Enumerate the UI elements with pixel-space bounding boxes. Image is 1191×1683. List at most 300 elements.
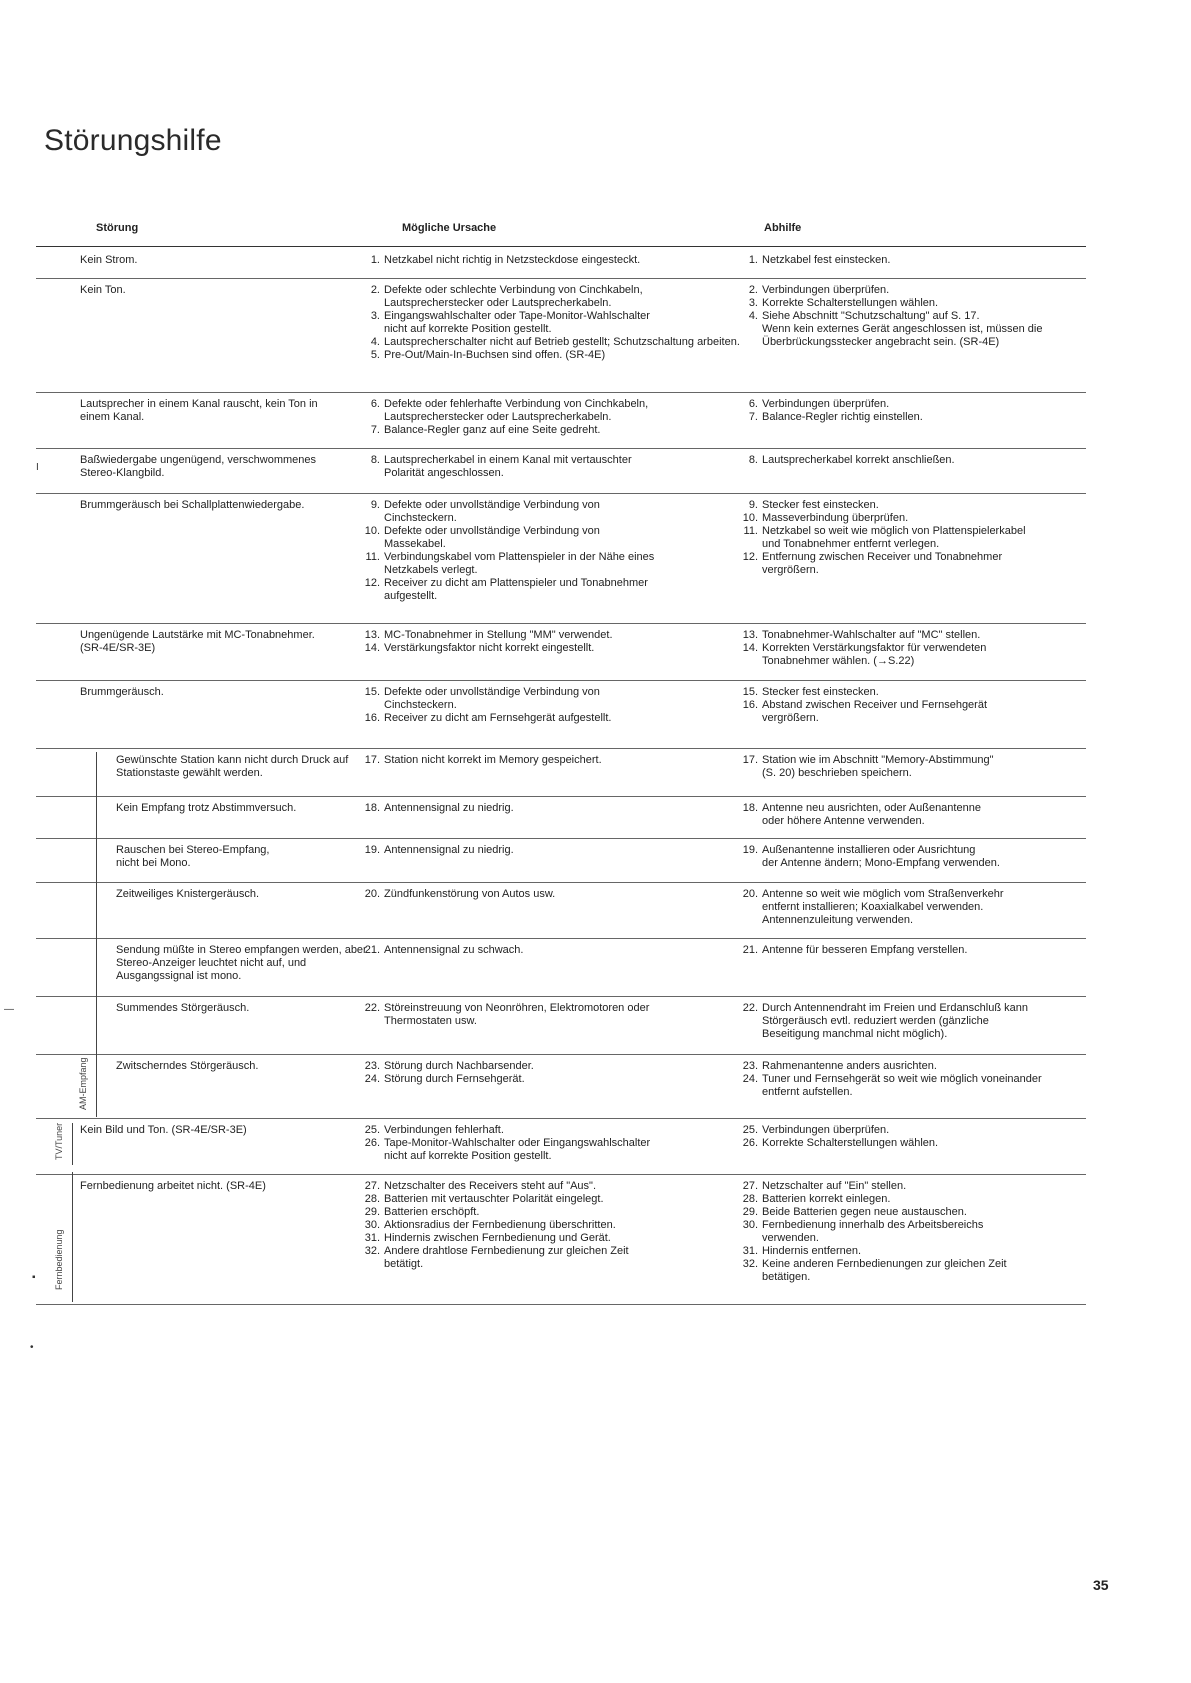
remedy-cell — [736, 499, 1081, 577]
remedy-number: 24. — [742, 1073, 758, 1085]
remedy-cell — [736, 1124, 1081, 1150]
cause-line — [358, 1180, 728, 1193]
cause-cell — [358, 254, 728, 267]
problem-text: Kein Strom. — [80, 254, 138, 266]
problem-text: Kein Empfang trotz Abstimmversuch. — [116, 802, 297, 814]
remedy-cell — [736, 1060, 1081, 1099]
cause-number: 8. — [370, 454, 380, 466]
cause-number: 1. — [370, 254, 380, 266]
cause-line — [358, 1206, 728, 1219]
remedy-number: 23. — [742, 1060, 758, 1072]
remedy-line — [736, 1193, 1081, 1206]
cause-text: Netzschalter des Receivers steht auf "Aus". — [384, 1180, 597, 1192]
remedy-line — [736, 1206, 1081, 1219]
tv-group-bracket — [72, 1123, 73, 1165]
cause-line — [358, 284, 728, 297]
cause-cell — [358, 398, 728, 437]
remedy-number: 18. — [742, 802, 758, 814]
cause-line — [358, 802, 728, 815]
remedy-text: Netzschalter auf "Ein" stellen. — [762, 1180, 907, 1192]
cause-text: nicht auf korrekte Position gestellt. — [384, 1150, 552, 1162]
cause-number: 12. — [364, 577, 380, 589]
cause-line — [358, 411, 728, 424]
cause-cell — [358, 454, 728, 480]
remedy-text: Netzkabel so weit wie möglich von Plattenspielerkabel — [762, 525, 1026, 537]
margin-mark: ▪ — [32, 1272, 36, 1283]
cause-number: 4. — [370, 336, 380, 348]
cause-text: Störung durch Nachbarsender. — [384, 1060, 534, 1072]
remedy-text: Lautsprecherkabel korrekt anschließen. — [762, 454, 955, 466]
cause-line — [358, 1124, 728, 1137]
cause-cell — [358, 944, 728, 957]
problem-text: Lautsprecher in einem Kanal rauscht, kein Ton in — [80, 398, 318, 410]
cause-line — [358, 323, 728, 336]
remedy-cell — [736, 844, 1081, 870]
cause-cell — [358, 754, 728, 767]
remedy-text: Überbrückungsstecker angebracht sein. (SR-4E) — [762, 336, 1000, 348]
remedy-line — [736, 888, 1081, 901]
remedy-text: (S. 20) beschrieben speichern. — [762, 767, 912, 779]
cause-text: Pre-Out/Main-In-Buchsen sind offen. (SR-4E) — [384, 349, 606, 361]
problem-text: Rauschen bei Stereo-Empfang, — [116, 844, 270, 856]
remedy-line — [736, 655, 1081, 668]
cause-line — [358, 754, 728, 767]
problem-text: Zeitweiliges Knistergeräusch. — [116, 888, 260, 900]
cause-number: 30. — [364, 1219, 380, 1231]
cause-line — [358, 1015, 728, 1028]
remedy-line — [736, 857, 1081, 870]
remedy-line — [736, 1232, 1081, 1245]
remedy-number: 27. — [742, 1180, 758, 1192]
cause-text: Zündfunkenstörung von Autos usw. — [384, 888, 556, 900]
side-label-am: AM-Empfang — [78, 1057, 88, 1110]
row-separator — [36, 448, 1086, 449]
cause-text: Cinchsteckern. — [384, 512, 457, 524]
column-header-cause: Mögliche Ursache — [402, 222, 497, 234]
problem-cell — [80, 686, 350, 699]
remedy-text: Rahmenantenne anders ausrichten. — [762, 1060, 937, 1072]
remedy-cell — [736, 254, 1081, 267]
row-separator — [36, 1054, 1086, 1055]
remedy-text: Außenantenne installieren oder Ausrichtung — [762, 844, 976, 856]
problem-text: nicht bei Mono. — [116, 857, 191, 869]
cause-number: 27. — [364, 1180, 380, 1192]
cause-cell — [358, 802, 728, 815]
remedy-number: 4. — [748, 310, 758, 322]
problem-text: Stereo-Klangbild. — [80, 467, 165, 479]
remedy-number: 29. — [742, 1206, 758, 1218]
remedy-number: 6. — [748, 398, 758, 410]
remedy-cell — [736, 284, 1081, 349]
remedy-text: Tonabnehmer wählen. (→S.22) — [762, 655, 915, 667]
cause-text: Defekte oder unvollständige Verbindung von — [384, 686, 600, 698]
remedy-line — [736, 914, 1081, 927]
remedy-text: Siehe Abschnitt "Schutzschaltung" auf S. 17. — [762, 310, 980, 322]
remedy-line — [736, 1137, 1081, 1150]
problem-text: Kein Bild und Ton. (SR-4E/SR-3E) — [80, 1124, 247, 1136]
cause-number: 18. — [364, 802, 380, 814]
problem-text: Ausgangssignal ist mono. — [116, 970, 242, 982]
cause-line — [358, 1150, 728, 1163]
cause-line — [358, 629, 728, 642]
remedy-line — [736, 512, 1081, 525]
remedy-number: 12. — [742, 551, 758, 563]
remedy-line — [736, 1028, 1081, 1041]
remedy-text: Beseitigung manchmal nicht möglich). — [762, 1028, 948, 1040]
row-separator — [36, 623, 1086, 624]
problem-cell — [80, 454, 350, 480]
problem-cell — [80, 284, 350, 297]
cause-number: 17. — [364, 754, 380, 766]
cause-cell — [358, 1180, 728, 1271]
cause-text: Antennensignal zu schwach. — [384, 944, 524, 956]
cause-text: Störeinstreuung von Neonröhren, Elektromotoren oder — [384, 1002, 650, 1014]
problem-cell — [80, 1180, 350, 1193]
side-label-remote: Fernbedienung — [54, 1229, 64, 1290]
problem-cell — [116, 1002, 386, 1015]
remedy-line — [736, 454, 1081, 467]
cause-number: 22. — [364, 1002, 380, 1014]
remedy-number: 32. — [742, 1258, 758, 1270]
cause-line — [358, 349, 728, 362]
remedy-number: 19. — [742, 844, 758, 856]
remedy-line — [736, 844, 1081, 857]
remedy-text: entfernt installieren; Koaxialkabel verwenden. — [762, 901, 984, 913]
cause-number: 20. — [364, 888, 380, 900]
remedy-line — [736, 1245, 1081, 1258]
remedy-line — [736, 411, 1081, 424]
cause-line — [358, 336, 740, 349]
cause-line — [358, 944, 728, 957]
cause-cell — [358, 1060, 728, 1086]
remedy-text: Balance-Regler richtig einstellen. — [762, 411, 923, 423]
am-group-bracket — [96, 998, 97, 1117]
row-separator — [36, 278, 1086, 279]
cause-text: Verbindungen fehlerhaft. — [384, 1124, 504, 1136]
cause-text: nicht auf korrekte Position gestellt. — [384, 323, 552, 335]
cause-text: Station nicht korrekt im Memory gespeichert. — [384, 754, 602, 766]
row-separator — [36, 996, 1086, 997]
remedy-text: der Antenne ändern; Mono-Empfang verwenden. — [762, 857, 1000, 869]
remedy-number: 7. — [748, 411, 758, 423]
cause-number: 25. — [364, 1124, 380, 1136]
remedy-line — [736, 686, 1081, 699]
margin-mark: I — [36, 462, 39, 473]
cause-number: 24. — [364, 1073, 380, 1085]
remote-group-bracket — [72, 1172, 73, 1302]
remedy-cell — [736, 686, 1081, 725]
remedy-line — [736, 1219, 1081, 1232]
row-separator — [36, 838, 1086, 839]
remedy-text: Verbindungen überprüfen. — [762, 1124, 890, 1136]
cause-text: MC-Tonabnehmer in Stellung "MM" verwendet. — [384, 629, 613, 641]
row-separator — [36, 938, 1086, 939]
cause-line — [358, 538, 728, 551]
cause-number: 3. — [370, 310, 380, 322]
cause-number: 10. — [364, 525, 380, 537]
row-separator — [36, 1174, 1086, 1175]
remedy-text: Masseverbindung überprüfen. — [762, 512, 909, 524]
cause-line — [358, 254, 728, 267]
header-rule — [36, 246, 1086, 247]
remedy-line — [736, 699, 1081, 712]
cause-number: 15. — [364, 686, 380, 698]
cause-line — [358, 454, 728, 467]
problem-text: Stationstaste gewählt werden. — [116, 767, 263, 779]
problem-cell — [80, 629, 350, 655]
cause-line — [358, 1137, 728, 1150]
remedy-number: 9. — [748, 499, 758, 511]
cause-line — [358, 1232, 728, 1245]
cause-text: Receiver zu dicht am Fernsehgerät aufgestellt. — [384, 712, 612, 724]
remedy-line — [736, 815, 1081, 828]
remedy-text: Tonabnehmer-Wahlschalter auf "MC" stellen. — [762, 629, 981, 641]
remedy-line — [736, 901, 1081, 914]
remedy-text: Netzkabel fest einstecken. — [762, 254, 891, 266]
cause-line — [358, 1002, 728, 1015]
problem-text: Gewünschte Station kann nicht durch Druck auf — [116, 754, 349, 766]
cause-line — [358, 467, 728, 480]
remedy-number: 22. — [742, 1002, 758, 1014]
row-separator — [36, 796, 1086, 797]
problem-text: Sendung müßte in Stereo empfangen werden, aber — [116, 944, 367, 956]
cause-text: Defekte oder unvollständige Verbindung von — [384, 499, 600, 511]
cause-line — [358, 310, 728, 323]
remedy-text: betätigen. — [762, 1271, 811, 1283]
cause-line — [358, 398, 728, 411]
problem-cell — [116, 888, 386, 901]
problem-text: Kein Ton. — [80, 284, 126, 296]
problem-text: Fernbedienung arbeitet nicht. (SR-4E) — [80, 1180, 266, 1192]
cause-text: Verbindungskabel vom Plattenspieler in der Nähe eines — [384, 551, 655, 563]
cause-number: 31. — [364, 1232, 380, 1244]
remedy-number: 16. — [742, 699, 758, 711]
column-header-problem: Störung — [96, 222, 139, 234]
remedy-text: Korrekten Verstärkungsfaktor für verwendeten — [762, 642, 987, 654]
remedy-line — [736, 1060, 1081, 1073]
remedy-text: vergrößern. — [762, 712, 819, 724]
cause-number: 5. — [370, 349, 380, 361]
cause-text: aufgestellt. — [384, 590, 438, 602]
cause-line — [358, 699, 728, 712]
problem-cell — [80, 254, 350, 267]
remedy-text: Stecker fest einstecken. — [762, 686, 879, 698]
remedy-line — [736, 712, 1081, 725]
cause-line — [358, 1219, 728, 1232]
cause-cell — [358, 629, 728, 655]
cause-number: 23. — [364, 1060, 380, 1072]
remedy-line — [736, 1002, 1081, 1015]
cause-number: 7. — [370, 424, 380, 436]
problem-text: Zwitscherndes Störgeräusch. — [116, 1060, 259, 1072]
cause-text: Batterien erschöpft. — [384, 1206, 480, 1218]
remedy-line — [736, 538, 1081, 551]
remedy-text: vergrößern. — [762, 564, 819, 576]
problem-cell — [116, 1060, 386, 1073]
cause-number: 19. — [364, 844, 380, 856]
cause-text: Massekabel. — [384, 538, 446, 550]
remedy-text: Batterien korrekt einlegen. — [762, 1193, 891, 1205]
cause-text: Antennensignal zu niedrig. — [384, 802, 514, 814]
cause-text: Hindernis zwischen Fernbedienung und Gerät. — [384, 1232, 611, 1244]
problem-text: Brummgeräusch. — [80, 686, 164, 698]
remedy-number: 26. — [742, 1137, 758, 1149]
remedy-number: 8. — [748, 454, 758, 466]
remedy-number: 13. — [742, 629, 758, 641]
cause-number: 14. — [364, 642, 380, 654]
cause-cell — [358, 284, 740, 362]
problem-cell — [80, 499, 350, 512]
remedy-text: und Tonabnehmer entfernt verlegen. — [762, 538, 940, 550]
cause-line — [358, 1073, 728, 1086]
cause-text: Batterien mit vertauschter Polarität eingelegt. — [384, 1193, 604, 1205]
problem-cell — [80, 1124, 350, 1137]
remedy-cell — [736, 1180, 1081, 1284]
remedy-line — [736, 802, 1081, 815]
page-title: Störungshilfe — [44, 124, 222, 157]
cause-text: Antennensignal zu niedrig. — [384, 844, 514, 856]
cause-text: Defekte oder fehlerhafte Verbindung von Cinchkabeln, — [384, 398, 649, 410]
remedy-text: Beide Batterien gegen neue austauschen. — [762, 1206, 967, 1218]
remedy-line — [736, 1015, 1081, 1028]
remedy-number: 21. — [742, 944, 758, 956]
cause-cell — [358, 499, 728, 603]
remedy-line — [736, 310, 1081, 323]
remedy-text: oder höhere Antenne verwenden. — [762, 815, 925, 827]
problem-cell — [116, 844, 386, 870]
cause-text: Defekte oder unvollständige Verbindung von — [384, 525, 600, 537]
cause-cell — [358, 1124, 728, 1163]
remedy-number: 10. — [742, 512, 758, 524]
remedy-line — [736, 336, 1081, 349]
row-separator — [36, 1118, 1086, 1119]
cause-line — [358, 512, 728, 525]
remedy-number: 20. — [742, 888, 758, 900]
remedy-line — [736, 1124, 1081, 1137]
remedy-text: Stecker fest einstecken. — [762, 499, 879, 511]
remedy-text: Antenne neu ausrichten, oder Außenantenne — [762, 802, 981, 814]
cause-text: Netzkabels verlegt. — [384, 564, 478, 576]
remedy-text: Hindernis entfernen. — [762, 1245, 862, 1257]
cause-text: Lautsprecherschalter nicht auf Betrieb gestellt; Schutzschaltung arbeiten. — [384, 336, 740, 348]
remedy-line — [736, 1086, 1081, 1099]
remedy-cell — [736, 398, 1081, 424]
cause-line — [358, 1258, 728, 1271]
cause-line — [358, 1193, 728, 1206]
row-separator — [36, 493, 1086, 494]
cause-text: Balance-Regler ganz auf eine Seite gedreht. — [384, 424, 601, 436]
cause-number: 28. — [364, 1193, 380, 1205]
cause-text: Störung durch Fernsehgerät. — [384, 1073, 525, 1085]
remedy-line — [736, 564, 1081, 577]
cause-text: Thermostaten usw. — [384, 1015, 477, 1027]
remedy-line — [736, 944, 1081, 957]
remedy-text: verwenden. — [762, 1232, 819, 1244]
cause-line — [358, 888, 728, 901]
row-separator — [36, 392, 1086, 393]
remedy-line — [736, 1271, 1081, 1284]
cause-number: 13. — [364, 629, 380, 641]
cause-text: Aktionsradius der Fernbedienung überschritten. — [384, 1219, 616, 1231]
cause-line — [358, 844, 728, 857]
cause-line — [358, 1245, 728, 1258]
cause-line — [358, 297, 728, 310]
remedy-number: 3. — [748, 297, 758, 309]
remedy-line — [736, 254, 1081, 267]
remedy-line — [736, 284, 1081, 297]
remedy-text: Korrekte Schalterstellungen wählen. — [762, 1137, 939, 1149]
cause-number: 9. — [370, 499, 380, 511]
remedy-text: Antenne so weit wie möglich vom Straßenverkehr — [762, 888, 1004, 900]
cause-text: Lautsprecherstecker oder Lautsprecherkabeln. — [384, 297, 612, 309]
cause-line — [358, 551, 728, 564]
cause-line — [358, 424, 728, 437]
remedy-line — [736, 398, 1081, 411]
remedy-cell — [736, 454, 1081, 467]
problem-text: Brummgeräusch bei Schallplattenwiedergabe. — [80, 499, 305, 511]
remedy-number: 17. — [742, 754, 758, 766]
cause-line — [358, 686, 728, 699]
remedy-cell — [736, 944, 1081, 957]
remedy-line — [736, 297, 1081, 310]
cause-text: Eingangswahlschalter oder Tape-Monitor-Wahlschalter — [384, 310, 650, 322]
problem-cell — [116, 802, 386, 815]
problem-text: einem Kanal. — [80, 411, 145, 423]
row-separator — [36, 748, 1086, 749]
remedy-line — [736, 525, 1081, 538]
cause-text: Polarität angeschlossen. — [384, 467, 504, 479]
cause-text: Lautsprecherstecker oder Lautsprecherkabeln. — [384, 411, 612, 423]
cause-line — [358, 712, 728, 725]
margin-mark: • — [30, 1342, 34, 1353]
remedy-number: 15. — [742, 686, 758, 698]
problem-cell — [80, 398, 350, 424]
cause-line — [358, 1060, 728, 1073]
remedy-text: Störgeräusch evtl. reduziert werden (gänzliche — [762, 1015, 989, 1027]
remedy-text: Antennenzuleitung verwenden. — [762, 914, 914, 926]
remedy-line — [736, 642, 1081, 655]
cause-cell — [358, 686, 728, 725]
cause-text: Receiver zu dicht am Plattenspieler und Tonabnehmer — [384, 577, 648, 589]
remedy-text: Keine anderen Fernbedienungen zur gleichen Zeit — [762, 1258, 1007, 1270]
cause-text: Verstärkungsfaktor nicht korrekt eingestellt. — [384, 642, 595, 654]
remedy-line — [736, 767, 1081, 780]
remedy-text: Wenn kein externes Gerät angeschlossen ist, müssen die — [762, 323, 1043, 335]
cause-cell — [358, 844, 728, 857]
remedy-line — [736, 499, 1081, 512]
cause-number: 26. — [364, 1137, 380, 1149]
cause-cell — [358, 888, 728, 901]
remedy-cell — [736, 629, 1081, 668]
cause-number: 29. — [364, 1206, 380, 1218]
cause-text: Tape-Monitor-Wahlschalter oder Eingangswahlschalter — [384, 1137, 651, 1149]
cause-line — [358, 590, 728, 603]
problem-text: Baßwiedergabe ungenügend, verschwommenes — [80, 454, 317, 466]
cause-text: Defekte oder schlechte Verbindung von Cinchkabeln, — [384, 284, 643, 296]
cause-number: 32. — [364, 1245, 380, 1257]
remedy-number: 14. — [742, 642, 758, 654]
remedy-number: 30. — [742, 1219, 758, 1231]
remedy-number: 31. — [742, 1245, 758, 1257]
column-header-remedy: Abhilfe — [764, 222, 802, 234]
cause-number: 11. — [365, 551, 380, 563]
remedy-text: Verbindungen überprüfen. — [762, 398, 890, 410]
problem-text: (SR-4E/SR-3E) — [80, 642, 156, 654]
cause-line — [358, 525, 728, 538]
cause-number: 16. — [364, 712, 380, 724]
remedy-number: 2. — [748, 284, 758, 296]
cause-line — [358, 499, 728, 512]
